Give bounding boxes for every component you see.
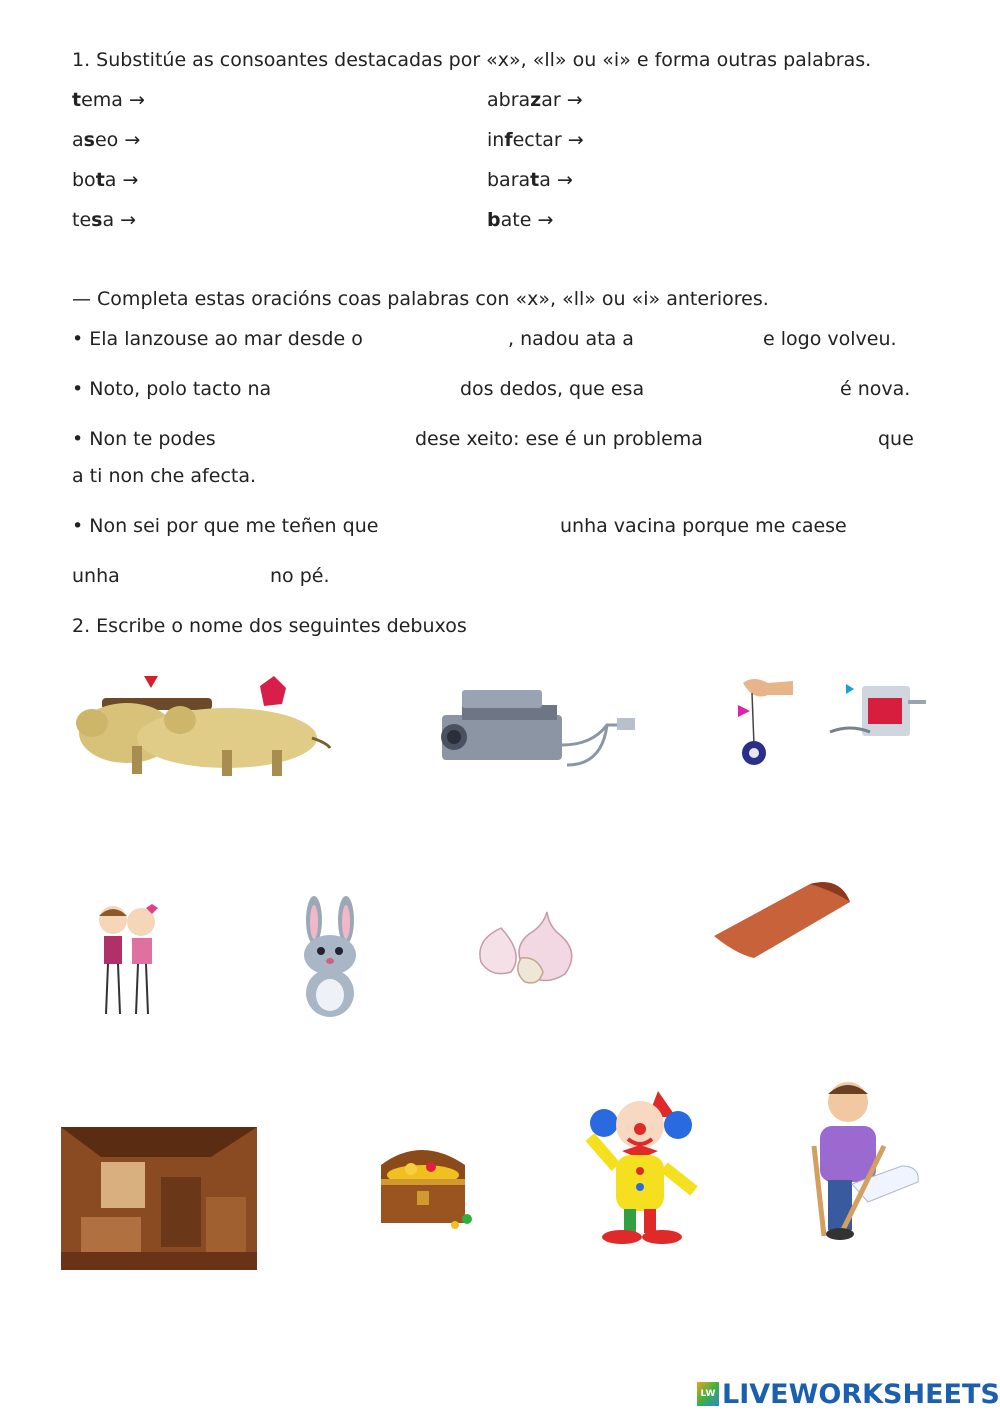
answer-input-left-4[interactable] — [148, 206, 432, 234]
word-left-3: bota → — [72, 169, 139, 191]
logo-box-icon: LW — [697, 1382, 719, 1406]
exercise-2-title: 2. Escribe o nome dos seguintes debuxos — [72, 615, 467, 637]
sentence-2-blank-1[interactable] — [290, 375, 459, 403]
word-right-2: infectar → — [487, 129, 584, 151]
word-left-2: aseo → — [72, 129, 141, 151]
answer-input-left-3[interactable] — [150, 166, 434, 194]
sentence-4-part-c: unha — [72, 565, 120, 587]
word-left-4: tesa → — [72, 209, 137, 231]
drawing-answer-garlic[interactable] — [455, 1035, 619, 1065]
drawing-answer-projector[interactable] — [420, 790, 654, 820]
word-right-4: bate → — [487, 209, 554, 231]
sentence-2-part-a: • Noto, polo tacto na — [72, 378, 272, 400]
attic-picture — [61, 1127, 257, 1270]
roof-tile-picture — [710, 878, 855, 960]
paint-can-picture — [828, 680, 928, 742]
sentence-3-blank-2[interactable] — [722, 425, 876, 453]
drawing-answer-crutches[interactable] — [790, 1285, 944, 1315]
word-right-1: abrazar → — [487, 89, 583, 111]
sentence-3-part-c: que — [878, 428, 914, 450]
oxen-yoke-picture — [72, 668, 337, 778]
man-with-crutches-picture — [800, 1076, 930, 1246]
drawing-answer-clown[interactable] — [570, 1285, 724, 1315]
answer-input-right-2[interactable] — [602, 126, 906, 154]
exercise-1-title: 1. Substitúe as consoantes destacadas por «x», «ll» ou «i» e forma outras palabras. — [72, 49, 872, 71]
answer-input-left-1[interactable] — [160, 86, 444, 114]
answer-input-right-1[interactable] — [604, 86, 908, 114]
rabbit-picture — [290, 895, 370, 1020]
word-right-3: barata → — [487, 169, 573, 191]
sentence-4-blank-1[interactable] — [402, 512, 556, 540]
projector-picture — [432, 685, 642, 775]
drawing-answer-tile[interactable] — [700, 1035, 884, 1065]
sentence-1-blank-1[interactable] — [384, 325, 508, 353]
drawing-answer-yoyo[interactable] — [720, 790, 944, 820]
garlic-picture — [475, 908, 583, 988]
answer-input-left-2[interactable] — [152, 126, 436, 154]
exercise-1b-title: — Completa estas oracións coas palabras con «x», «ll» ou «i» anteriores. — [72, 288, 769, 310]
liveworksheets-logo — [697, 1380, 1000, 1408]
drawing-answer-oxen[interactable] — [72, 790, 336, 820]
word-left-1: tema → — [72, 89, 145, 111]
sentence-3-blank-1[interactable] — [225, 425, 414, 453]
sentence-3-part-b: dese xeito: ese é un problema — [415, 428, 703, 450]
treasure-chest-picture — [375, 1135, 477, 1230]
sentence-1-part-a: • Ela lanzouse ao mar desde o — [72, 328, 363, 350]
answer-input-right-4[interactable] — [570, 206, 874, 234]
sentence-3-part-d: a ti non che afecta. — [72, 465, 257, 487]
sentence-1-blank-2[interactable] — [646, 325, 762, 353]
sentence-2-part-c: é nova. — [840, 378, 911, 400]
drawing-answer-couple[interactable] — [62, 1035, 226, 1065]
drawing-answer-rabbit[interactable] — [262, 1035, 426, 1065]
brand-text: LIVEWORKSHEETS — [722, 1378, 1000, 1410]
sentence-4-blank-2[interactable] — [128, 562, 270, 590]
yoyo-picture — [738, 675, 800, 770]
sentence-2-blank-2[interactable] — [660, 375, 839, 403]
clown-picture — [582, 1087, 702, 1247]
answer-input-right-3[interactable] — [592, 166, 896, 194]
drawing-answer-treasure[interactable] — [360, 1285, 514, 1315]
sentence-2-part-b: dos dedos, que esa — [460, 378, 645, 400]
drawing-answer-attic[interactable] — [62, 1285, 266, 1315]
sentence-4-part-a: • Non sei por que me teñen que — [72, 515, 379, 537]
couple-picture — [96, 902, 162, 1022]
sentence-4-part-b: unha vacina porque me caese — [560, 515, 847, 537]
sentence-4-part-d: no pé. — [270, 565, 330, 587]
sentence-1-part-b: , nadou ata a — [508, 328, 634, 350]
sentence-3-part-a: • Non te podes — [72, 428, 216, 450]
sentence-1-part-c: e logo volveu. — [763, 328, 897, 350]
